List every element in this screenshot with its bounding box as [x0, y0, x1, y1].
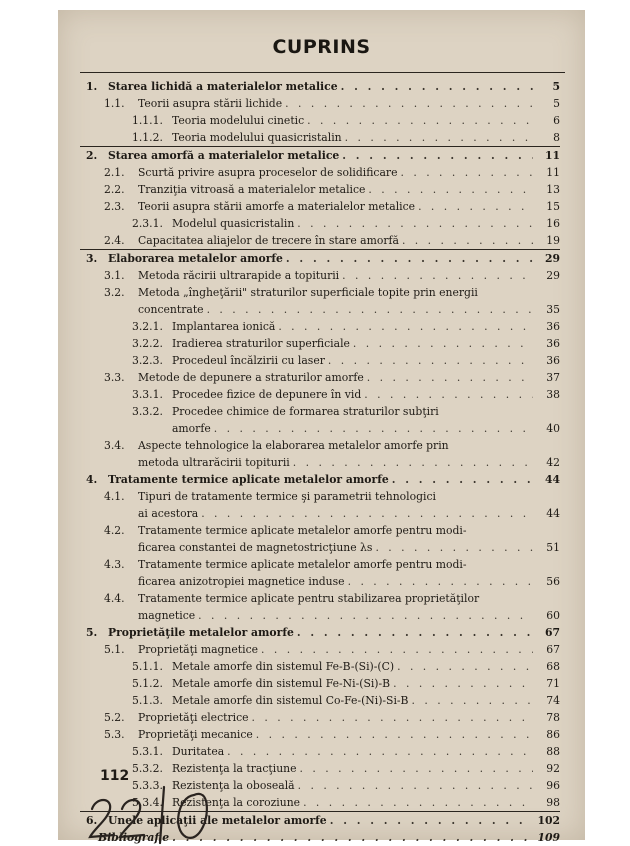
- toc-title: Rezistenţa la coroziune: [172, 796, 301, 809]
- toc-number: 5.2.: [104, 711, 125, 724]
- toc-leader-dots: [392, 471, 533, 488]
- toc-leader-dots: [261, 641, 533, 658]
- toc-number: 1.1.2.: [132, 131, 163, 144]
- toc-entry: [86, 181, 560, 198]
- toc-page: 40: [546, 422, 560, 435]
- toc-title: Metale amorfe din sistemul Co-Fe-(Ni)-Si-B: [172, 694, 409, 707]
- toc-leader-dots: [418, 198, 533, 215]
- toc-page: 78: [546, 711, 560, 724]
- toc-title: Teorii asupra stării lichide: [138, 97, 283, 110]
- toc-page: 15: [546, 200, 560, 213]
- toc-title: Proprietăţi magnetice: [138, 643, 258, 656]
- toc-page: 88: [546, 745, 560, 758]
- toc-title: Implantarea ionică: [172, 320, 276, 333]
- toc-leader-dots: [400, 164, 533, 181]
- toc-entry: [86, 505, 560, 522]
- toc-entry: [86, 318, 560, 335]
- toc-leader-dots: [364, 386, 533, 403]
- toc-title: Modelul quasicristalin: [172, 217, 295, 230]
- toc-leader-dots: [307, 112, 533, 129]
- toc-title: Teoria modelului cinetic: [172, 114, 305, 127]
- toc-chapter: [86, 250, 560, 267]
- toc-entry: [86, 760, 560, 777]
- toc-title: Bibliografie: [98, 831, 170, 844]
- toc-leader-dots: [303, 794, 533, 811]
- toc-entry: [86, 164, 560, 181]
- toc-number: 3.3.2.: [132, 405, 163, 418]
- toc-title: Procedee chimice de formarea straturilor subţiri: [172, 405, 439, 418]
- toc-number: 2.3.: [104, 200, 125, 213]
- toc-page: 96: [546, 779, 560, 792]
- toc-entry: [86, 522, 560, 539]
- toc-title: Unele aplicaţii ale metalelor amorfe: [108, 814, 327, 827]
- toc-leader-dots: [201, 505, 533, 522]
- toc-entry: [86, 369, 560, 386]
- toc-leader-dots: [341, 78, 533, 95]
- toc-title: Tranziţia vitroasă a materialelor metalice: [138, 183, 366, 196]
- toc-number: 4.1.: [104, 490, 125, 503]
- toc-leader-dots: [252, 709, 533, 726]
- toc-page: 71: [546, 677, 560, 690]
- toc-leader-dots: [397, 658, 533, 675]
- toc-number: 2.4.: [104, 234, 125, 247]
- toc-title: magnetice: [138, 609, 196, 622]
- toc-leader-dots: [278, 318, 533, 335]
- toc-leader-dots: [368, 181, 533, 198]
- toc-number: 3.2.: [104, 286, 125, 299]
- toc-page: 5: [553, 97, 560, 110]
- toc-leader-dots: [207, 301, 533, 318]
- toc-leader-dots: [412, 692, 534, 709]
- toc-number: 3.2.2.: [132, 337, 163, 350]
- toc-page: 68: [546, 660, 560, 673]
- toc-page: 19: [546, 234, 560, 247]
- toc-page: 44: [544, 473, 560, 486]
- toc-page: 109: [537, 831, 560, 844]
- toc-title: Capacitatea aliajelor de trecere în stare amorfă: [138, 234, 399, 247]
- toc-title: Proprietăţi mecanice: [138, 728, 253, 741]
- toc-number: 6.: [86, 814, 98, 827]
- page-number: 112: [100, 768, 130, 784]
- toc-number: 5.1.1.: [132, 660, 163, 673]
- toc-title: amorfe: [172, 422, 211, 435]
- toc-number: 1.1.1.: [132, 114, 163, 127]
- toc-page: 36: [546, 354, 560, 367]
- toc-entry: [86, 743, 560, 760]
- toc-page: 8: [553, 131, 560, 144]
- toc-title: Procedeul încălzirii cu laser: [172, 354, 325, 367]
- toc-title: metoda ultrarăcirii topiturii: [138, 456, 290, 469]
- toc-title: Metode de depunere a straturilor amorfe: [138, 371, 364, 384]
- page-title: CUPRINS: [272, 36, 371, 58]
- toc-entry: [86, 95, 560, 112]
- toc-number: 5.1.: [104, 643, 125, 656]
- toc-chapter: [86, 78, 560, 95]
- toc-page: 67: [544, 626, 560, 639]
- toc-entry: [86, 267, 560, 284]
- toc-number: 2.: [86, 149, 98, 162]
- toc-number: 5.3.4.: [132, 796, 163, 809]
- toc-entry: [86, 437, 560, 454]
- toc-title: Metoda „îngheţării" straturilor superficiale topite prin energii: [138, 286, 478, 299]
- toc-number: 5.1.3.: [132, 694, 163, 707]
- toc-title: Metale amorfe din sistemul Fe-Ni-(Si)-B: [172, 677, 391, 690]
- toc-title: ai acestora: [138, 507, 199, 520]
- toc-number: 3.3.1.: [132, 388, 163, 401]
- toc-entry: [86, 709, 560, 726]
- toc-number: 3.2.1.: [132, 320, 163, 333]
- toc-number: 4.4.: [104, 592, 125, 605]
- toc-page: 42: [546, 456, 560, 469]
- toc-entry: [86, 335, 560, 352]
- toc-number: 4.: [86, 473, 98, 486]
- toc-leader-dots: [393, 675, 533, 692]
- toc-entry: [86, 232, 560, 249]
- toc-entry: [86, 112, 560, 129]
- toc-title: Starea lichidă a materialelor metalice: [108, 80, 338, 93]
- toc-entry: [86, 641, 560, 658]
- toc-leader-dots: [297, 215, 533, 232]
- toc-title: Elaborarea metalelor amorfe: [108, 252, 283, 265]
- toc-number: 5.1.2.: [132, 677, 163, 690]
- toc-leader-dots: [297, 624, 533, 641]
- toc-number: 5.3.2.: [132, 762, 163, 775]
- toc-page: 35: [546, 303, 560, 316]
- toc-title: Metoda răcirii ultrarapide a topiturii: [138, 269, 340, 282]
- toc-chapter: [86, 147, 560, 164]
- toc-leader-dots: [330, 812, 533, 829]
- toc-leader-dots: [353, 335, 533, 352]
- toc-leader-dots: [227, 743, 533, 760]
- toc-title: Proprietăţi electrice: [138, 711, 249, 724]
- toc-number: 3.4.: [104, 439, 125, 452]
- toc-title: Tratamente termice aplicate metalelor amorfe pentru modi-: [138, 524, 467, 537]
- toc-page: 86: [546, 728, 560, 741]
- toc-page: 74: [546, 694, 560, 707]
- toc-number: 2.1.: [104, 166, 125, 179]
- toc-leader-dots: [402, 232, 533, 249]
- toc-entry: [86, 726, 560, 743]
- toc-page: 5: [552, 80, 560, 93]
- toc-page: 98: [546, 796, 560, 809]
- toc-title: Tipuri de tratamente termice şi parametrii tehnologici: [138, 490, 436, 503]
- toc-page: 6: [553, 114, 560, 127]
- toc-title: concentrate: [138, 303, 204, 316]
- toc-entry: [86, 284, 560, 301]
- toc-number: 1.1.: [104, 97, 125, 110]
- toc-entry: [86, 607, 560, 624]
- top-rule: [80, 72, 565, 73]
- toc-entry: [86, 539, 560, 556]
- toc-leader-dots: [345, 129, 533, 146]
- toc-leader-dots: [348, 573, 533, 590]
- toc-number: 4.3.: [104, 558, 125, 571]
- toc-leader-dots: [342, 267, 533, 284]
- toc-title: Proprietăţile metalelor amorfe: [108, 626, 294, 639]
- toc-page: 11: [544, 149, 560, 162]
- toc-number: 5.3.3.: [132, 779, 163, 792]
- toc-number: 3.1.: [104, 269, 125, 282]
- toc-title: Teoria modelului quasicristalin: [172, 131, 342, 144]
- toc-title: Rezistenţa la oboseală: [172, 779, 295, 792]
- toc-leader-dots: [342, 147, 533, 164]
- toc-entry: [86, 301, 560, 318]
- toc-leader-dots: [198, 607, 533, 624]
- toc-title: Tratamente termice aplicate metalelor amorfe: [108, 473, 389, 486]
- toc-leader-dots: [214, 420, 533, 437]
- toc-number: 4.2.: [104, 524, 125, 537]
- toc-number: 2.3.1.: [132, 217, 163, 230]
- toc-number: 5.3.: [104, 728, 125, 741]
- toc-title: Aspecte tehnologice la elaborarea metalelor amorfe prin: [138, 439, 449, 452]
- toc-page: 38: [546, 388, 560, 401]
- toc-number: 1.: [86, 80, 98, 93]
- toc-page: 56: [546, 575, 560, 588]
- toc-page: 92: [546, 762, 560, 775]
- toc-title: ficarea anizotropiei magnetice induse: [138, 575, 345, 588]
- toc-entry: [86, 488, 560, 505]
- toc-leader-dots: [293, 454, 533, 471]
- toc-leader-dots: [328, 352, 533, 369]
- toc-title: Procedee fizice de depunere în vid: [172, 388, 362, 401]
- table-of-contents: [86, 78, 560, 846]
- toc-leader-dots: [298, 777, 533, 794]
- toc-page: 29: [546, 269, 560, 282]
- toc-leader-dots: [286, 250, 533, 267]
- toc-leader-dots: [375, 539, 533, 556]
- book-page: [58, 10, 585, 844]
- toc-entry: [86, 352, 560, 369]
- toc-leader-dots: [285, 95, 533, 112]
- toc-title: Teorii asupra stării amorfe a materialelor metalice: [138, 200, 416, 213]
- toc-entry: [86, 573, 560, 590]
- toc-page: 36: [546, 320, 560, 333]
- toc-page: 11: [546, 166, 560, 179]
- toc-entry: [86, 454, 560, 471]
- toc-entry: [86, 403, 560, 420]
- toc-entry: [86, 129, 560, 146]
- toc-number: 5.: [86, 626, 98, 639]
- toc-number: 3.: [86, 252, 98, 265]
- toc-number: 3.3.: [104, 371, 125, 384]
- toc-page: 29: [544, 252, 560, 265]
- toc-number: 5.3.1.: [132, 745, 163, 758]
- toc-chapter: [86, 471, 560, 488]
- toc-page: 102: [537, 814, 560, 827]
- toc-title: Scurtă privire asupra proceselor de solidificare: [138, 166, 398, 179]
- toc-entry: [86, 386, 560, 403]
- toc-entry: [86, 692, 560, 709]
- toc-page: 44: [546, 507, 560, 520]
- toc-title: Starea amorfă a materialelor metalice: [108, 149, 340, 162]
- toc-page: 67: [546, 643, 560, 656]
- toc-page: 16: [546, 217, 560, 230]
- toc-leader-dots: [300, 760, 534, 777]
- toc-entry: [86, 590, 560, 607]
- toc-title: Tratamente termice aplicate pentru stabilizarea proprietăţilor: [138, 592, 480, 605]
- toc-page: 13: [546, 183, 560, 196]
- toc-entry: [86, 675, 560, 692]
- toc-leader-dots: [367, 369, 533, 386]
- toc-page: 37: [546, 371, 560, 384]
- toc-page: 51: [546, 541, 560, 554]
- toc-title: Metale amorfe din sistemul Fe-B-(Si)-(C): [172, 660, 395, 673]
- toc-entry: [86, 420, 560, 437]
- toc-entry: [86, 198, 560, 215]
- toc-title: Tratamente termice aplicate metalelor amorfe pentru modi-: [138, 558, 467, 571]
- toc-page: 60: [546, 609, 560, 622]
- toc-leader-dots: [256, 726, 533, 743]
- toc-number: 2.2.: [104, 183, 125, 196]
- toc-entry: [86, 658, 560, 675]
- toc-entry: [86, 556, 560, 573]
- toc-page: 36: [546, 337, 560, 350]
- toc-entry: [86, 215, 560, 232]
- toc-title: ficarea constantei de magnetostricţiune λs: [138, 541, 373, 554]
- toc-title: Duritatea: [172, 745, 225, 758]
- toc-chapter: [86, 624, 560, 641]
- toc-title: Rezistenţa la tracţiune: [172, 762, 297, 775]
- toc-number: 3.2.3.: [132, 354, 163, 367]
- handwritten-note-22-0: [86, 785, 266, 845]
- toc-title: Iradierea straturilor superficiale: [172, 337, 350, 350]
